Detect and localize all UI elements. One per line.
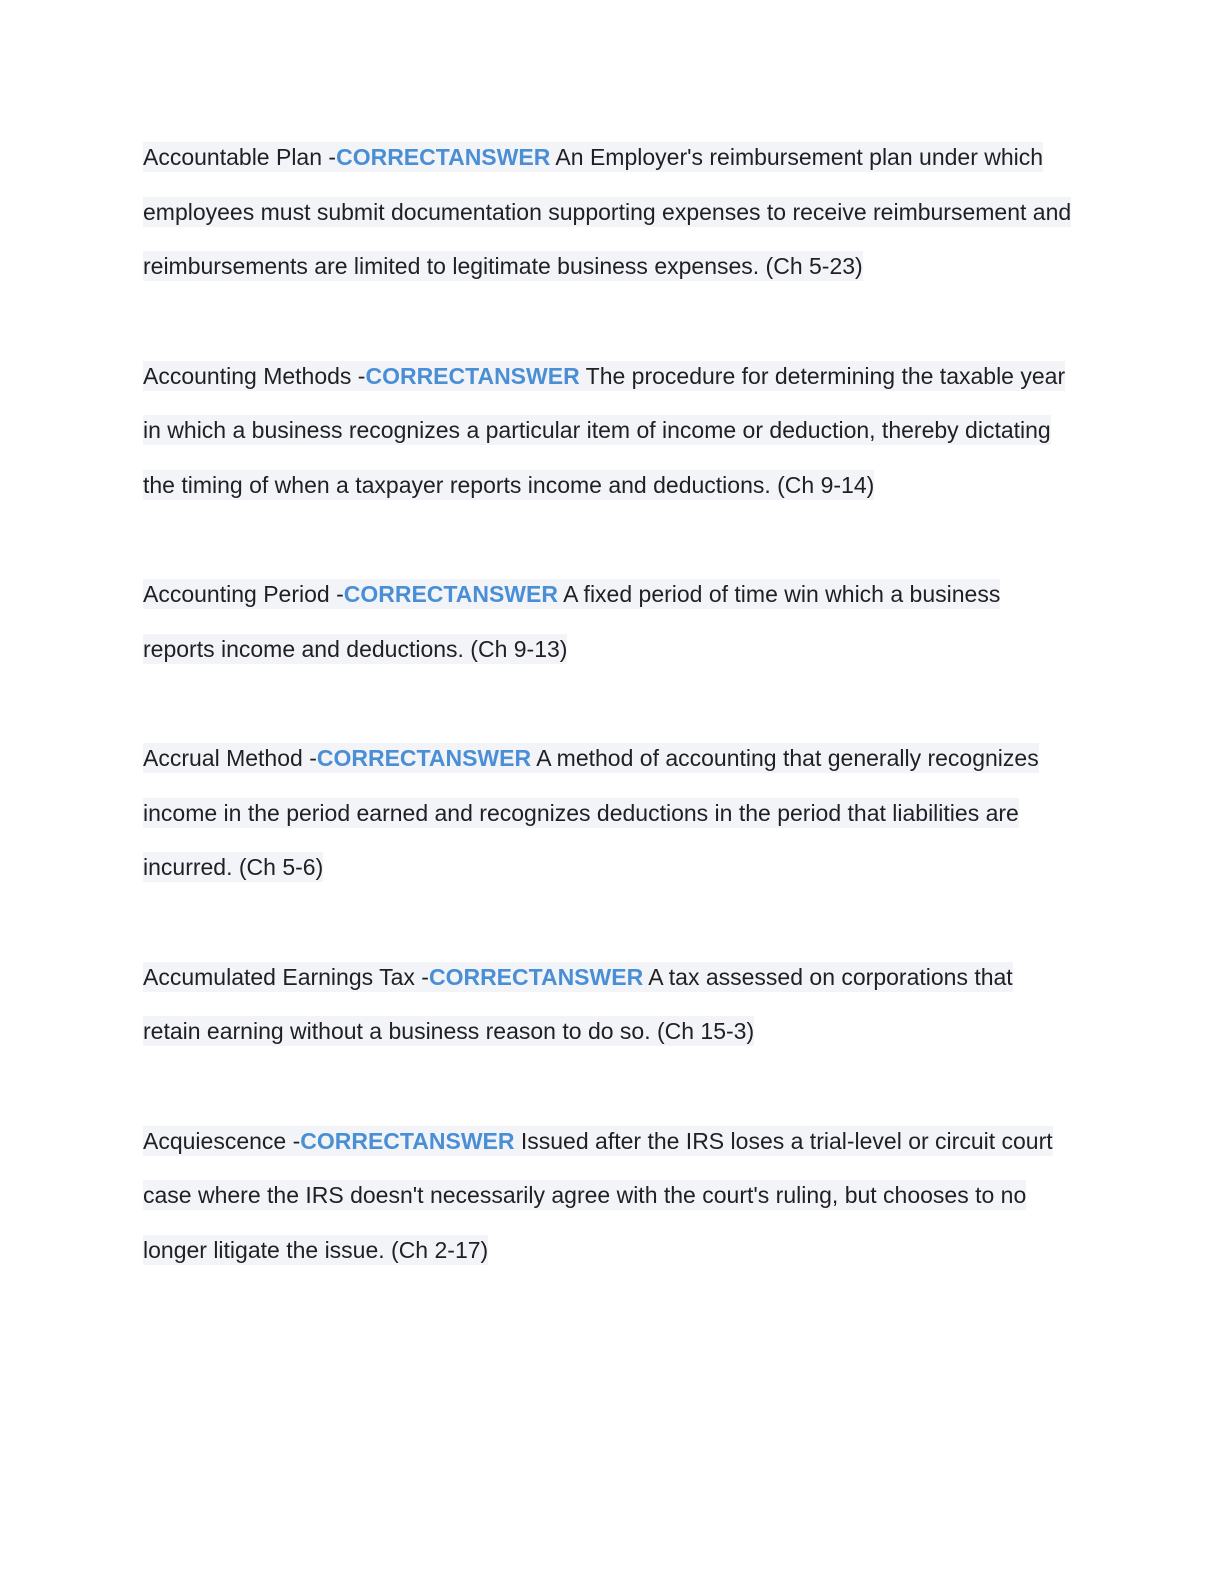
entry-highlight [143, 579, 1000, 664]
glossary-entry [143, 567, 1073, 676]
entry-term: Accrual Method - [143, 745, 317, 771]
glossary-entry [143, 130, 1073, 294]
glossary-entry [143, 1114, 1073, 1278]
entry-definition: The procedure for determining the taxable year in which a business recognizes a particular item of income or deduction, thereby dictating the timing of when a taxpayer reports income and deductions. (Ch 9-14) [143, 362, 1066, 498]
correct-answer-marker: CORRECTANSWER [343, 581, 558, 607]
entry-highlight [143, 962, 1013, 1047]
correct-answer-marker: CORRECTANSWER [316, 745, 532, 771]
entry-definition: An Employer's reimbursement plan under which employees must submit documentation supporting expenses to receive reimbursement and reimbursements are limited to legitimate business expenses. (Ch 5-23) [143, 144, 1072, 279]
entry-highlight [143, 743, 1039, 882]
correct-answer-marker: CORRECTANSWER [300, 1127, 515, 1154]
glossary-entry [143, 731, 1073, 895]
entry-highlight [143, 361, 1065, 500]
correct-answer-marker: CORRECTANSWER [365, 362, 580, 389]
glossary-entry [143, 950, 1073, 1059]
entry-definition: Issued after the IRS loses a trial-level or circuit court case where the IRS doesn't necessarily agree with the court's ruling, but chooses to no longer litigate the issue. (Ch 2-17) [143, 1127, 1053, 1263]
entry-highlight [143, 142, 1071, 281]
entry-term: Accountable Plan - [143, 144, 337, 170]
entry-term: Accounting Period - [143, 581, 344, 607]
glossary-entries [143, 130, 1073, 1332]
correct-answer-marker: CORRECTANSWER [336, 144, 551, 170]
entry-term: Accumulated Earnings Tax - [143, 963, 429, 990]
entry-term: Acquiescence - [143, 1127, 301, 1154]
entry-highlight [143, 1126, 1053, 1265]
entry-term: Accounting Methods - [143, 362, 366, 389]
correct-answer-marker: CORRECTANSWER [428, 963, 644, 990]
entry-definition: A tax assessed on corporations that retain earning without a business reason to do so. (Ch 15-3) [143, 963, 1013, 1044]
entry-definition: A fixed period of time win which a business reports income and deductions. (Ch 9-13) [143, 581, 1001, 662]
entry-definition: A method of accounting that generally recognizes income in the period earned and recognizes deductions in the period that liabilities are incurred. (Ch 5-6) [143, 745, 1039, 880]
glossary-entry [143, 349, 1073, 513]
